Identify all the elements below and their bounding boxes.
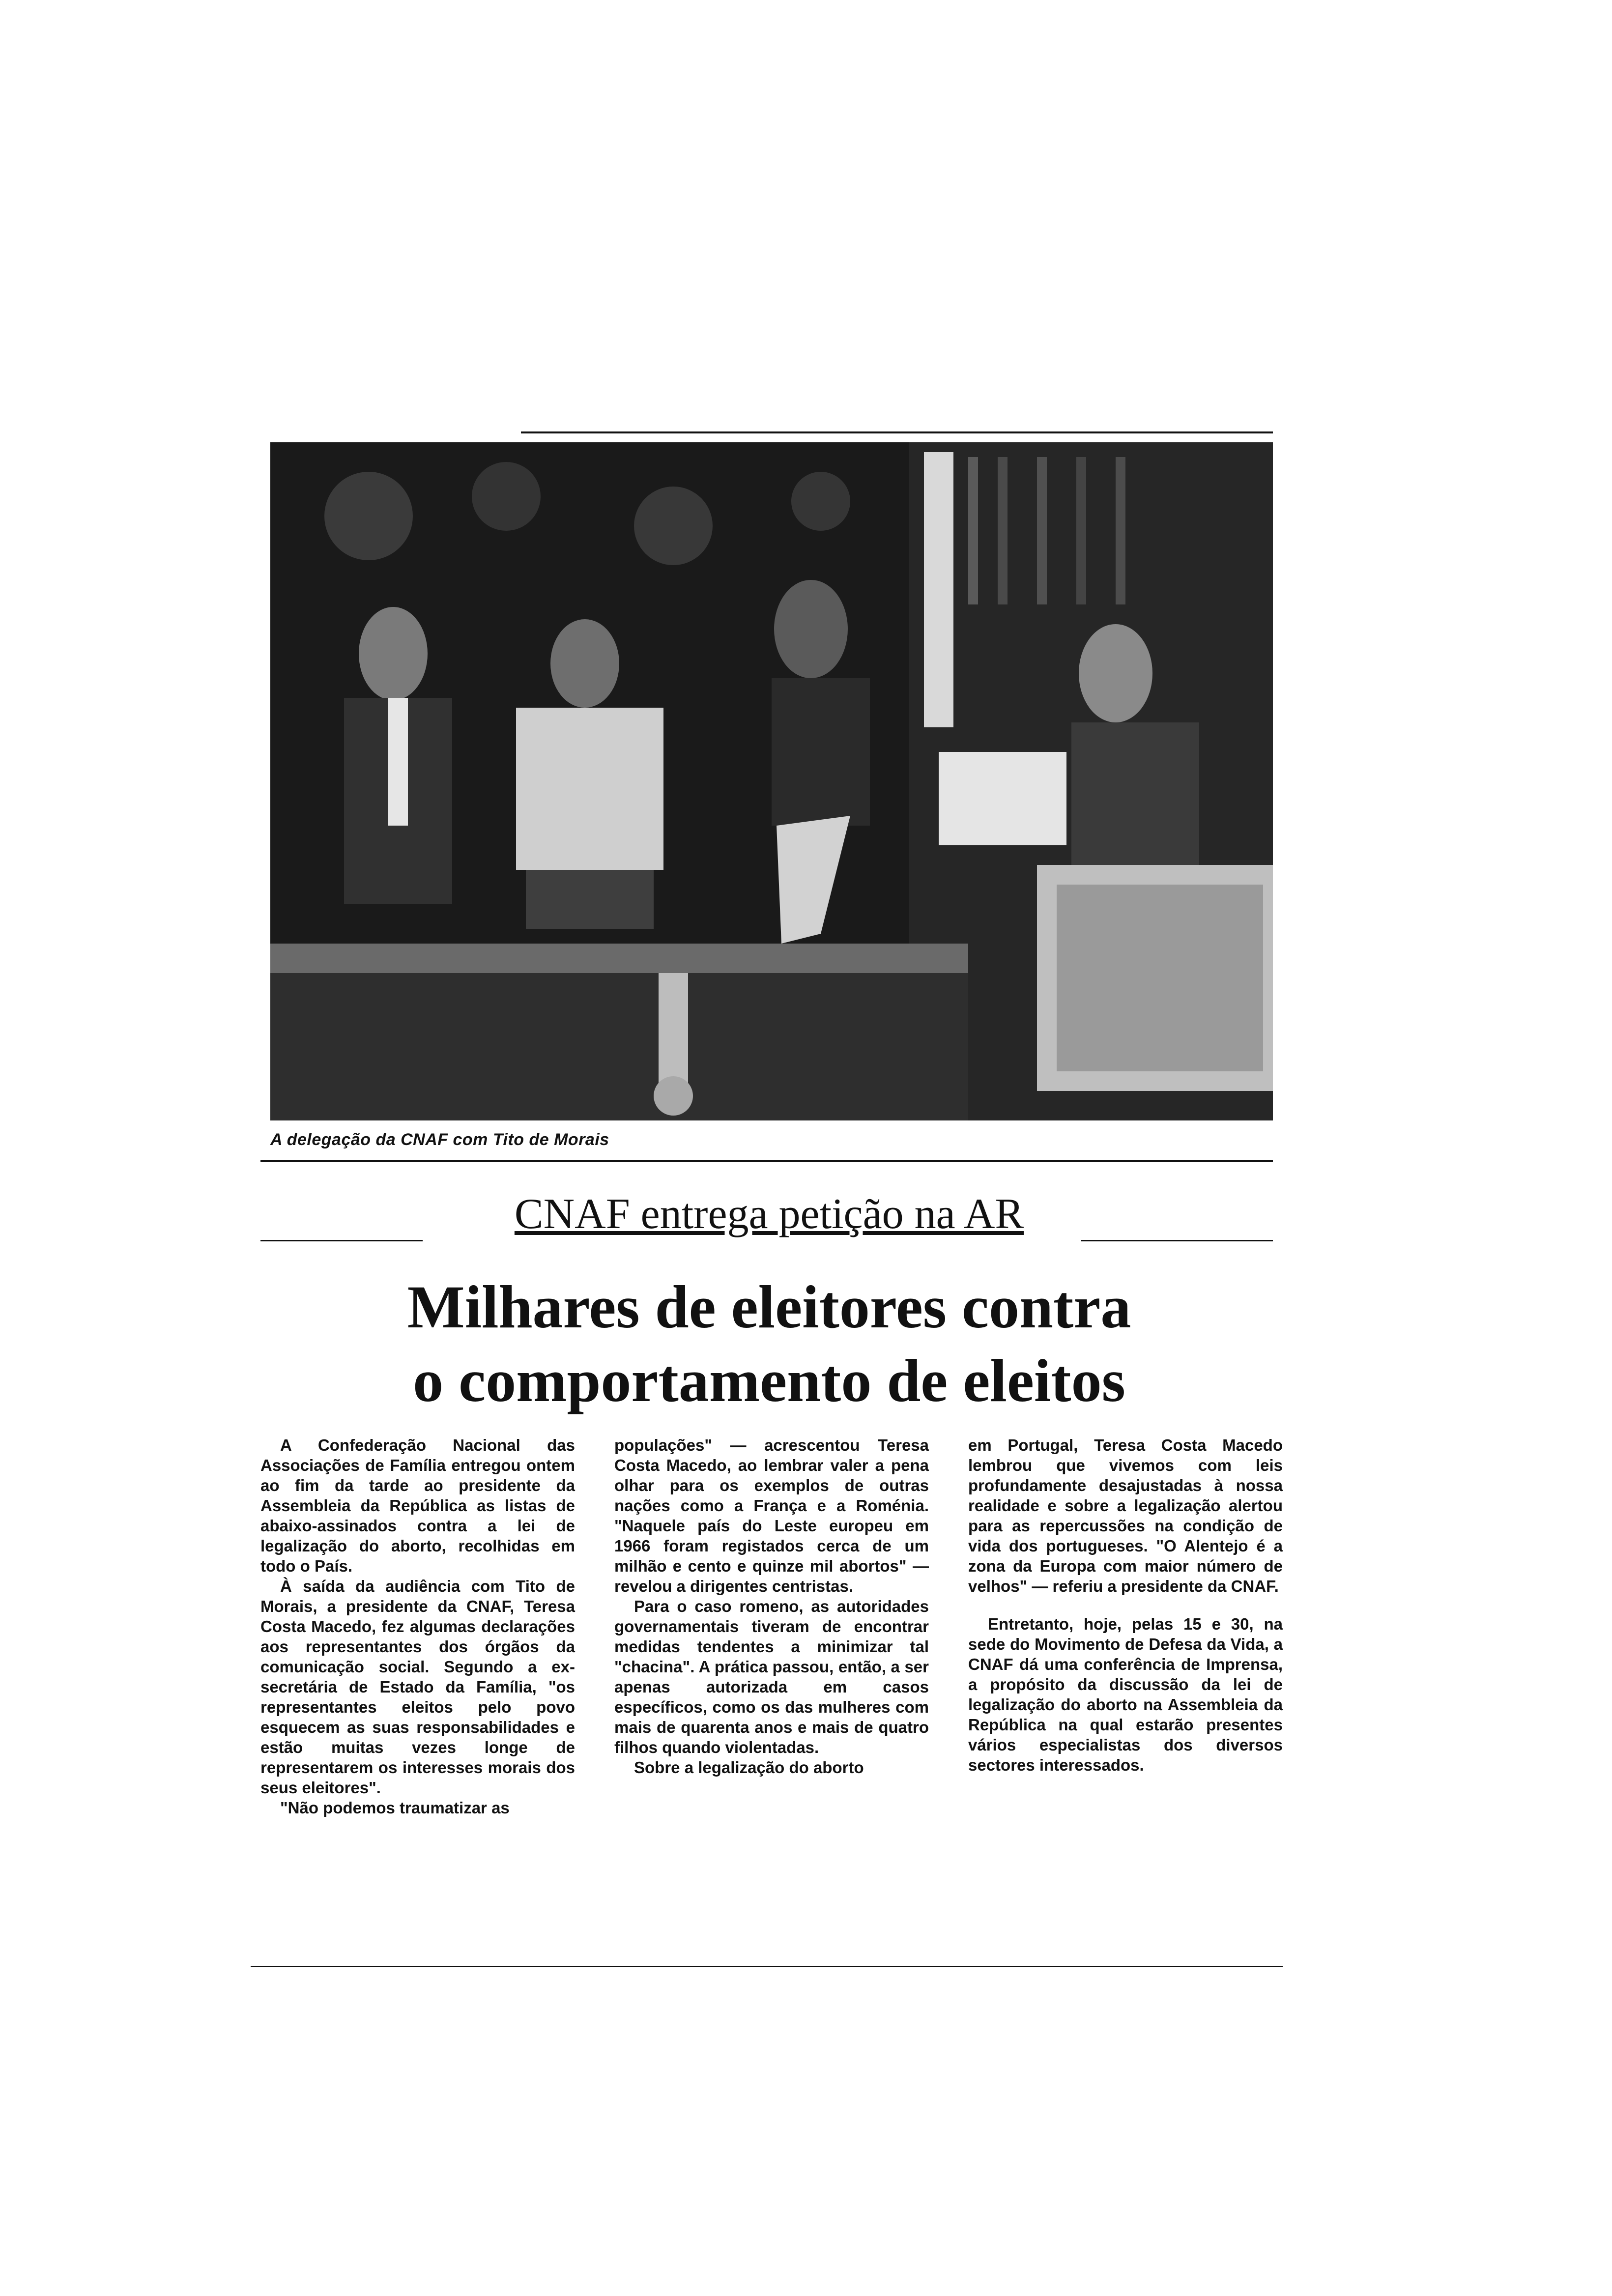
kicker-headline: CNAF entrega petição na AR [514, 1190, 1024, 1238]
headline-line-2: o comportamento de eleitos [413, 1347, 1125, 1414]
article-paragraph: em Portugal, Teresa Costa Macedo lembrou que vivemos com leis profundamente desajustadas à nossa realidade e sobre a legalização alertou para as repercussões na condição de vida dos portugueses. "O Alentejo é a zona da Europa com maior número de velhos" — referiu a presidente da CNAF. [968, 1436, 1283, 1595]
article-column-2 [614, 1435, 929, 1778]
photo-illustration [270, 442, 1273, 1120]
caption-rule [260, 1160, 1273, 1162]
bottom-rule [251, 1966, 1283, 1967]
newspaper-clipping [246, 423, 1293, 1995]
news-photo [270, 442, 1273, 1120]
article-paragraph: "Não podemos traumatizar as [280, 1799, 510, 1817]
kicker-left-rule [260, 1240, 423, 1241]
kicker-right-rule [1081, 1240, 1273, 1241]
article-paragraph: Sobre a legalização do aborto [634, 1758, 864, 1777]
article-column-1 [260, 1435, 575, 1818]
top-rule [521, 431, 1273, 433]
article-column-3 [968, 1435, 1283, 1775]
headline-line-1: Milhares de eleitores contra [407, 1273, 1131, 1341]
article-paragraph: À saída da audiência com Tito de Morais, a presidente da CNAF, Teresa Costa Macedo, fez algumas declarações aos representantes dos órgãos da comunicação social. Segundo a ex-secretária de Estado da Família, "os representantes eleitos pelo povo esquecem as suas responsabilidades e estão muitas vezes longe de representarem os interesses morais dos seus eleitores". [260, 1577, 575, 1797]
main-headline [246, 1270, 1293, 1418]
article-paragraph: Entretanto, hoje, pelas 15 e 30, na sede do Movimento de Defesa da Vida, a CNAF dá uma conferência de Imprensa, a propósito da discussão da lei de legalização do aborto na Assembleia da República na qual estarão presentes vários especialistas dos diversos sectores interessados. [968, 1615, 1283, 1774]
article-paragraph: Para o caso romeno, as autoridades governamentais tiveram de encontrar medidas tendentes a minimizar tal "chacina". A prática passou, então, a ser apenas autorizada em casos específicos, como os das mulheres com mais de quarenta anos e mais de quatro filhos quando violentadas. [614, 1597, 929, 1756]
article-paragraph: A Confederação Nacional das Associações de Família entregou ontem ao fim da tarde ao presidente da Assembleia da República as listas de abaixo-assinados contra a lei de legalização do aborto, recolhidas em todo o País. [260, 1436, 575, 1575]
article-paragraph: populações" — acrescentou Teresa Costa Macedo, ao lembrar valer a pena olhar para os exemplos de outras nações como a França e a Roménia. "Naquele país do Leste europeu em 1966 foram registados cerca de um milhão e cento e quinze mil abortos" — revelou a dirigentes centristas. [614, 1436, 929, 1595]
photo-caption: A delegação da CNAF com Tito de Morais [270, 1130, 609, 1149]
